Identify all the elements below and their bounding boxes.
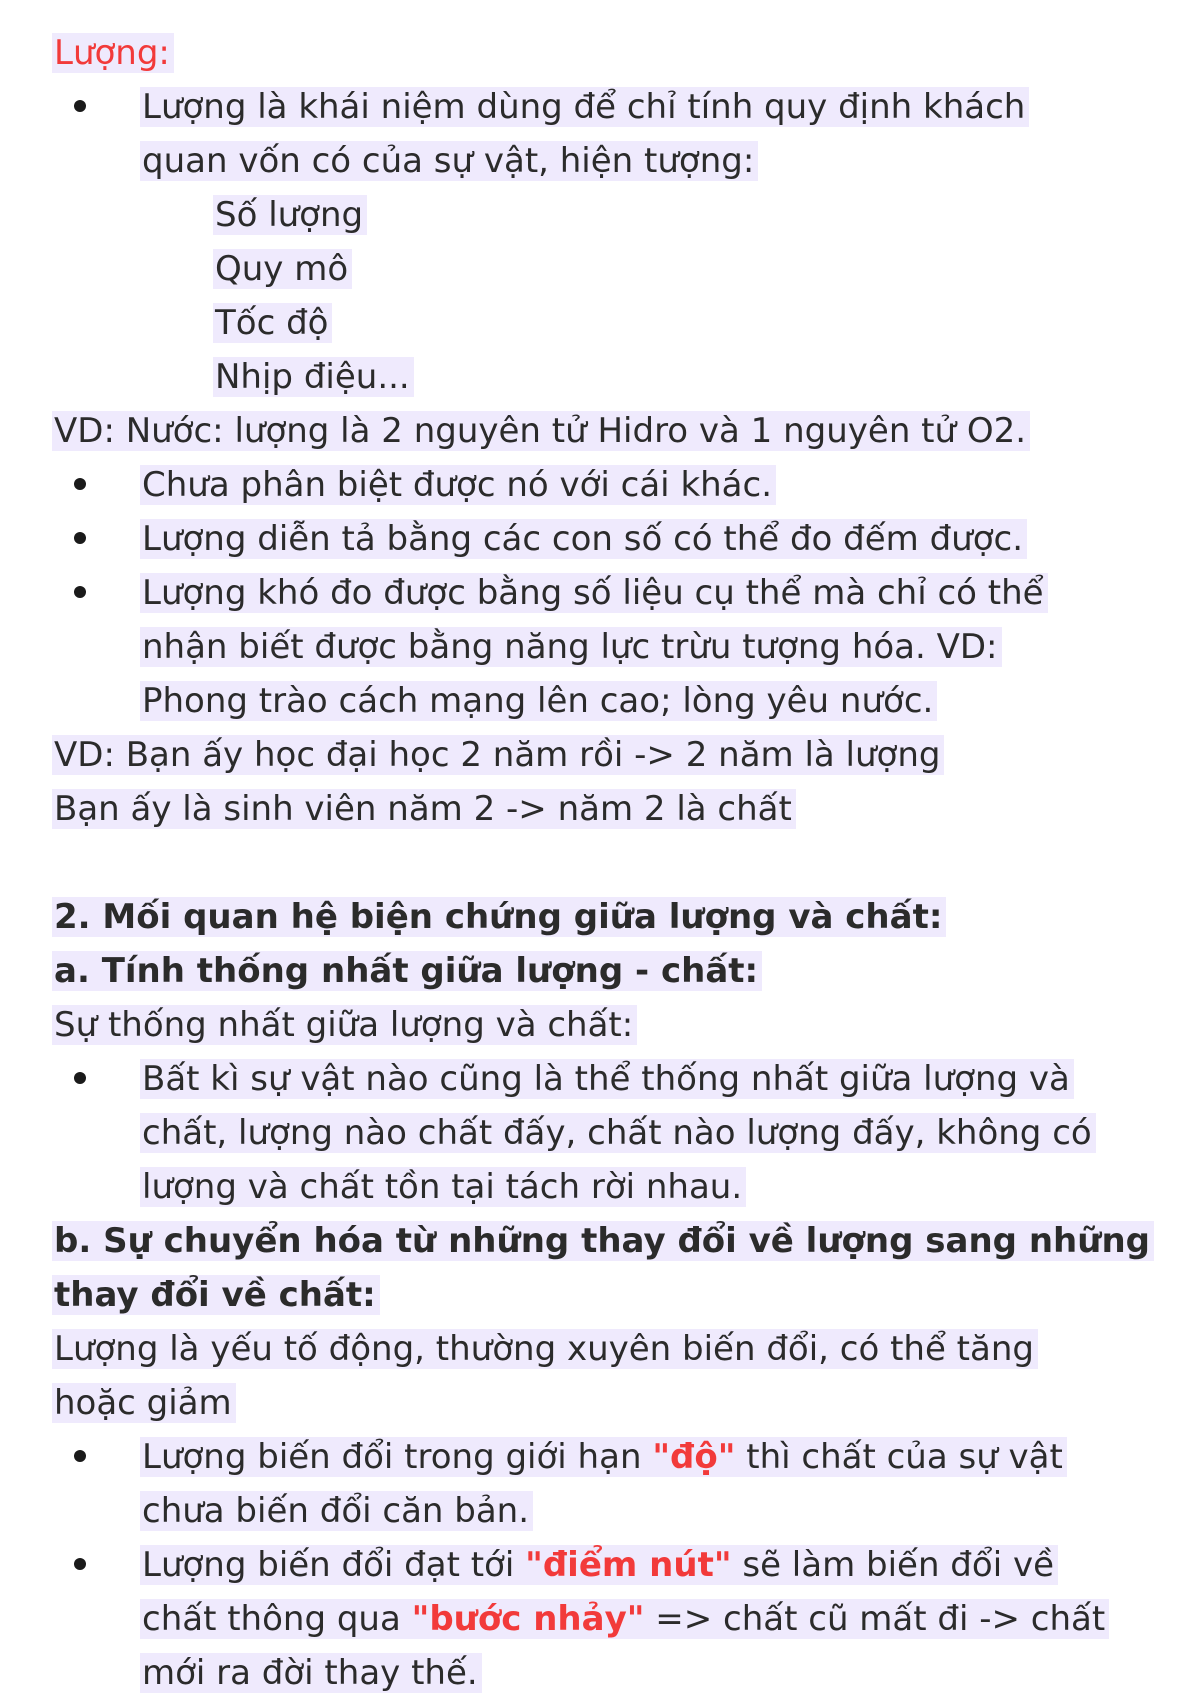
bullet-text-pre: Lượng biến đổi trong giới hạn (142, 1437, 653, 1477)
list-item (52, 512, 1161, 566)
bullet-text-mid: sẽ làm biến đổi về (731, 1545, 1054, 1585)
example-student-row-1 (52, 728, 1161, 782)
bullet-text-pre: chất thông qua (142, 1599, 412, 1639)
bullet-text (140, 1599, 1109, 1639)
example-water: VD: Nước: lượng là 2 nguyên tử Hidro và 1 nguyên tử O2. (52, 411, 1030, 451)
bullet-text (140, 1545, 1058, 1585)
bullet-dot-icon (74, 1558, 86, 1570)
section-2-title-row (52, 890, 1161, 944)
bullet-dot-icon (74, 100, 86, 112)
bullet-text: lượng và chất tồn tại tách rời nhau. (140, 1167, 746, 1207)
sub-item-row (52, 242, 1161, 296)
bullet-text: Bất kì sự vật nào cũng là thể thống nhất giữa lượng và (140, 1059, 1074, 1099)
bullet-dot-icon (74, 1072, 86, 1084)
section-2b-title-row-2 (52, 1268, 1161, 1322)
bullet-text: Chưa phân biệt được nó với cái khác. (140, 465, 776, 505)
example-water-row (52, 404, 1161, 458)
section-2b-title-line-1: b. Sự chuyển hóa từ những thay đổi về lượng sang những (52, 1221, 1154, 1261)
change-intro-row-1 (52, 1322, 1161, 1376)
sub-item-toc-do: Tốc độ (213, 303, 332, 343)
bullet-dot-icon (74, 478, 86, 490)
definition-line-1: Lượng là khái niệm dùng để chỉ tính quy định khách (140, 87, 1029, 127)
sub-item-row (52, 188, 1161, 242)
bullet-dot-icon (74, 532, 86, 544)
keyword-do: "độ" (652, 1437, 736, 1477)
section-2-title: 2. Mối quan hệ biện chứng giữa lượng và chất: (52, 897, 946, 937)
keyword-buoc-nhay: "bước nhảy" (411, 1599, 645, 1639)
bullet-text: Lượng diễn tả bằng các con số có thể đo đếm được. (140, 519, 1027, 559)
bullet-dot-icon (74, 586, 86, 598)
bullet-text (140, 1437, 1067, 1477)
example-student-line-2: Bạn ấy là sinh viên năm 2 -> năm 2 là chất (52, 789, 796, 829)
bullet-text-pre: Lượng biến đổi đạt tới (142, 1545, 526, 1585)
bullet-text: chưa biến đổi căn bản. (140, 1491, 533, 1531)
section-2a-title: a. Tính thống nhất giữa lượng - chất: (52, 951, 762, 991)
bullet-text: mới ra đời thay thế. (140, 1653, 482, 1693)
definition-line-2: quan vốn có của sự vật, hiện tượng: (140, 141, 758, 181)
bullet-dot-icon (74, 1450, 86, 1462)
spacer (52, 836, 1161, 890)
list-item (52, 458, 1161, 512)
bullet-text: nhận biết được bằng năng lực trừu tượng hóa. VD: (140, 627, 1002, 667)
unity-intro: Sự thống nhất giữa lượng và chất: (52, 1005, 637, 1045)
unity-intro-row (52, 998, 1161, 1052)
sub-item-row (52, 350, 1161, 404)
list-item (52, 566, 1161, 728)
heading-luong: Lượng: (52, 33, 174, 73)
sub-item-row (52, 296, 1161, 350)
heading-luong-row (52, 26, 1161, 80)
example-student-row-2 (52, 782, 1161, 836)
section-2a-title-row (52, 944, 1161, 998)
list-item (52, 1430, 1161, 1538)
change-intro-line-2: hoặc giảm (52, 1383, 236, 1423)
sub-item-quy-mo: Quy mô (213, 249, 352, 289)
bullet-text-post: => chất cũ mất đi -> chất (644, 1599, 1106, 1639)
change-intro-row-2 (52, 1376, 1161, 1430)
list-item (52, 1538, 1161, 1700)
list-item (52, 1052, 1161, 1214)
bullet-text: Phong trào cách mạng lên cao; lòng yêu nước. (140, 681, 937, 721)
sub-item-so-luong: Số lượng (213, 195, 367, 235)
change-intro-line-1: Lượng là yếu tố động, thường xuyên biến đổi, có thể tăng (52, 1329, 1038, 1369)
keyword-diem-nut: "điểm nút" (525, 1545, 732, 1585)
example-student-line-1: VD: Bạn ấy học đại học 2 năm rồi -> 2 năm là lượng (52, 735, 944, 775)
definition-bullet (52, 80, 1161, 188)
section-2b-title-row-1 (52, 1214, 1161, 1268)
bullet-text-post: thì chất của sự vật (735, 1437, 1063, 1477)
sub-item-nhip-dieu: Nhịp điệu... (213, 357, 414, 397)
bullet-text: chất, lượng nào chất đấy, chất nào lượng đấy, không có (140, 1113, 1096, 1153)
section-2b-title-line-2: thay đổi về chất: (52, 1275, 380, 1315)
bullet-text: Lượng khó đo được bằng số liệu cụ thể mà chỉ có thể (140, 573, 1048, 613)
